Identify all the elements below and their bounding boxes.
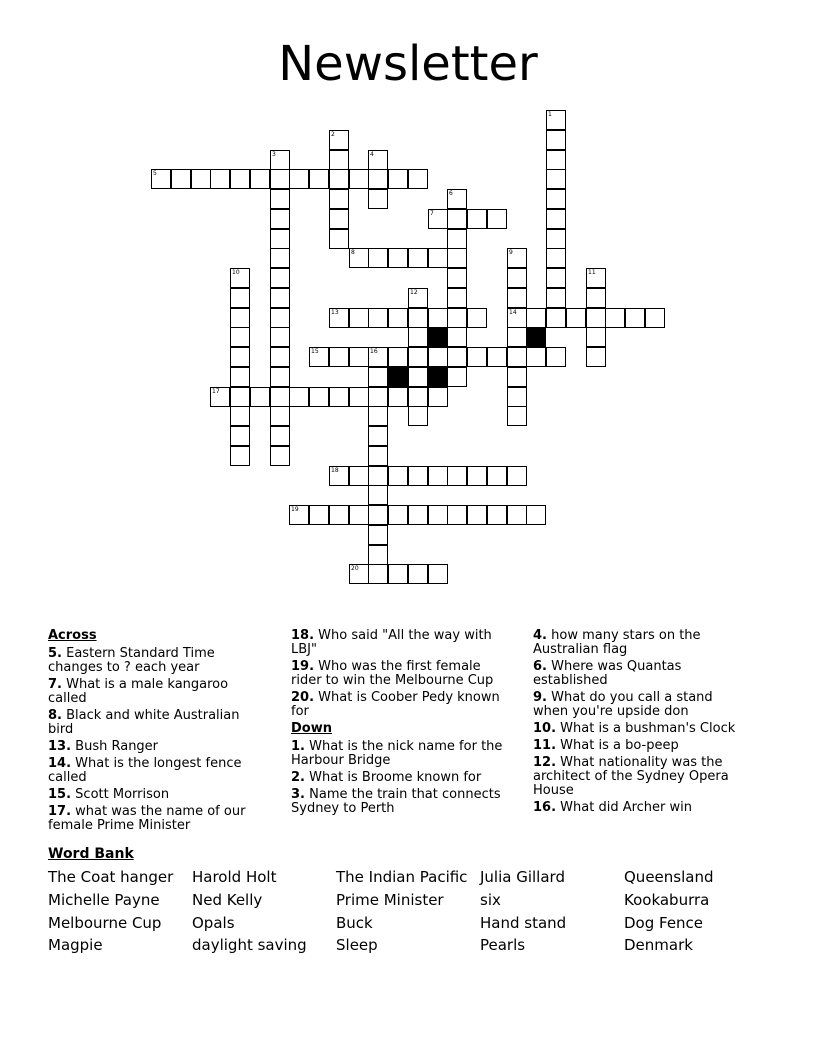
grid-cell[interactable]: [388, 505, 408, 525]
grid-number: 6: [449, 190, 453, 197]
grid-cell[interactable]: [329, 229, 349, 249]
grid-cell[interactable]: [230, 288, 250, 308]
clue-across-20: 20. What is Coober Pedy known for: [291, 690, 500, 719]
grid-cell[interactable]: [546, 130, 566, 150]
grid-cell[interactable]: [447, 347, 467, 367]
grid-cell[interactable]: [428, 209, 448, 229]
grid-cell[interactable]: [329, 189, 349, 209]
grid-cell[interactable]: [329, 505, 349, 525]
grid-cell[interactable]: [270, 406, 290, 426]
grid-cell[interactable]: [171, 169, 191, 189]
black-square: [388, 367, 408, 387]
grid-cell[interactable]: [388, 564, 408, 584]
grid-cell[interactable]: [546, 248, 566, 268]
grid-cell[interactable]: [507, 248, 527, 268]
grid-cell[interactable]: [230, 327, 250, 347]
clue-column-3: [533, 629, 743, 818]
word-bank-item: Hand stand: [480, 914, 567, 932]
grid-cell[interactable]: [408, 406, 428, 426]
grid-cell[interactable]: [368, 466, 388, 486]
grid-number: 12: [410, 289, 418, 296]
grid-cell[interactable]: [507, 466, 527, 486]
clue-across-17: 17. what was the name of our female Prime Minister: [48, 804, 246, 833]
grid-cell[interactable]: [447, 367, 467, 387]
grid-cell[interactable]: [586, 288, 606, 308]
grid-number: 1: [548, 111, 552, 118]
grid-cell[interactable]: [546, 288, 566, 308]
grid-cell[interactable]: [230, 387, 250, 407]
clue-column-2: [291, 629, 511, 819]
grid-number: 18: [331, 467, 339, 474]
grid-cell[interactable]: [408, 367, 428, 387]
grid-cell[interactable]: [566, 308, 586, 328]
grid-cell[interactable]: [230, 308, 250, 328]
grid-cell[interactable]: [586, 268, 606, 288]
grid-cell[interactable]: [230, 406, 250, 426]
grid-cell[interactable]: [289, 505, 309, 525]
grid-cell[interactable]: [388, 169, 408, 189]
grid-cell[interactable]: [230, 347, 250, 367]
grid-cell[interactable]: [230, 426, 250, 446]
word-bank-item: The Indian Pacific: [336, 868, 468, 886]
word-bank-item: Kookaburra: [624, 891, 710, 909]
grid-cell[interactable]: [368, 367, 388, 387]
grid-cell[interactable]: [329, 130, 349, 150]
clue-down-3: 3. Name the train that connects Sydney to Perth: [291, 787, 501, 816]
grid-cell[interactable]: [368, 485, 388, 505]
grid-cell[interactable]: [309, 347, 329, 367]
grid-number: 4: [370, 151, 374, 158]
grid-cell[interactable]: [349, 505, 369, 525]
grid-cell[interactable]: [368, 564, 388, 584]
grid-cell[interactable]: [270, 327, 290, 347]
grid-cell[interactable]: [151, 169, 171, 189]
word-bank-item: The Coat hanger: [48, 868, 174, 886]
word-bank-item: Ned Kelly: [192, 891, 263, 909]
grid-cell[interactable]: [507, 268, 527, 288]
grid-cell[interactable]: [408, 505, 428, 525]
grid-cell[interactable]: [349, 169, 369, 189]
word-bank-item: Buck: [336, 914, 373, 932]
word-bank-item: Opals: [192, 914, 235, 932]
word-bank-item: Dog Fence: [624, 914, 704, 932]
grid-cell[interactable]: [329, 209, 349, 229]
word-bank-item: six: [480, 891, 501, 909]
grid-cell[interactable]: [645, 308, 665, 328]
grid-cell[interactable]: [605, 308, 625, 328]
grid-cell[interactable]: [428, 308, 448, 328]
grid-cell[interactable]: [368, 525, 388, 545]
grid-number: 15: [311, 348, 319, 355]
grid-cell[interactable]: [487, 347, 507, 367]
word-bank-item: daylight saving: [192, 936, 307, 954]
grid-cell[interactable]: [349, 248, 369, 268]
grid-number: 10: [232, 269, 240, 276]
grid-cell[interactable]: [586, 347, 606, 367]
grid-cell[interactable]: [270, 150, 290, 170]
grid-cell[interactable]: [270, 209, 290, 229]
grid-cell[interactable]: [447, 466, 467, 486]
grid-cell[interactable]: [447, 229, 467, 249]
clue-across-7: 7. What is a male kangaroo called: [48, 677, 229, 706]
grid-number: 17: [212, 388, 220, 395]
grid-cell[interactable]: [467, 347, 487, 367]
word-bank-item: Queensland: [624, 868, 714, 886]
grid-cell[interactable]: [526, 505, 546, 525]
word-bank-heading: Word Bank: [48, 846, 134, 862]
grid-cell[interactable]: [408, 347, 428, 367]
clue-down-11: 11. What is a bo-peep: [533, 738, 679, 753]
grid-cell[interactable]: [329, 308, 349, 328]
grid-cell[interactable]: [526, 347, 546, 367]
word-bank-item: Prime Minister: [336, 891, 444, 909]
grid-cell[interactable]: [428, 347, 448, 367]
grid-cell[interactable]: [368, 248, 388, 268]
grid-cell[interactable]: [507, 406, 527, 426]
grid-cell[interactable]: [447, 209, 467, 229]
grid-cell[interactable]: [408, 327, 428, 347]
across-heading: Across: [48, 628, 97, 643]
grid-cell[interactable]: [368, 505, 388, 525]
grid-cell[interactable]: [507, 288, 527, 308]
clue-down-2: 2. What is Broome known for: [291, 770, 482, 785]
grid-cell[interactable]: [546, 308, 566, 328]
grid-cell[interactable]: [467, 466, 487, 486]
grid-cell[interactable]: [546, 110, 566, 130]
grid-cell[interactable]: [368, 308, 388, 328]
grid-number: 19: [291, 506, 299, 513]
grid-cell[interactable]: [368, 406, 388, 426]
grid-cell[interactable]: [368, 169, 388, 189]
grid-cell[interactable]: [507, 367, 527, 387]
grid-number: 13: [331, 309, 339, 316]
grid-cell[interactable]: [309, 505, 329, 525]
grid-cell[interactable]: [349, 564, 369, 584]
grid-cell[interactable]: [270, 189, 290, 209]
grid-cell[interactable]: [289, 169, 309, 189]
clue-down-9: 9. What do you call a stand when you're upside don: [533, 690, 713, 719]
grid-cell[interactable]: [309, 169, 329, 189]
grid-cell[interactable]: [250, 387, 270, 407]
grid-cell[interactable]: [447, 505, 467, 525]
clue-across-19: 19. Who was the first female rider to win the Melbourne Cup: [291, 659, 494, 688]
clue-down-1: 1. What is the nick name for the Harbour Bridge: [291, 739, 503, 768]
grid-cell[interactable]: [447, 268, 467, 288]
grid-number: 9: [509, 249, 513, 256]
grid-cell[interactable]: [408, 308, 428, 328]
clue-across-13: 13. Bush Ranger: [48, 739, 159, 754]
grid-cell[interactable]: [447, 327, 467, 347]
grid-number: 11: [588, 269, 596, 276]
grid-cell[interactable]: [546, 229, 566, 249]
grid-cell[interactable]: [329, 169, 349, 189]
clue-column-1: [48, 629, 258, 836]
grid-cell[interactable]: [329, 150, 349, 170]
grid-cell[interactable]: [467, 308, 487, 328]
clue-down-12: 12. What nationality was the architect of the Sydney Opera House: [533, 755, 729, 798]
grid-cell[interactable]: [270, 367, 290, 387]
grid-cell[interactable]: [408, 248, 428, 268]
grid-cell[interactable]: [507, 387, 527, 407]
grid-cell[interactable]: [309, 387, 329, 407]
grid-cell[interactable]: [368, 545, 388, 565]
grid-cell[interactable]: [368, 189, 388, 209]
word-bank-item: Magpie: [48, 936, 103, 954]
grid-cell[interactable]: [349, 466, 369, 486]
grid-cell[interactable]: [388, 466, 408, 486]
grid-cell[interactable]: [447, 189, 467, 209]
grid-cell[interactable]: [447, 308, 467, 328]
grid-cell[interactable]: [270, 288, 290, 308]
grid-number: 8: [351, 249, 355, 256]
word-bank-item: Denmark: [624, 936, 693, 954]
grid-cell[interactable]: [230, 446, 250, 466]
grid-cell[interactable]: [546, 268, 566, 288]
grid-cell[interactable]: [270, 426, 290, 446]
grid-cell[interactable]: [487, 505, 507, 525]
grid-cell[interactable]: [230, 169, 250, 189]
black-square: [526, 327, 546, 347]
grid-cell[interactable]: [546, 189, 566, 209]
grid-cell[interactable]: [329, 347, 349, 367]
grid-cell[interactable]: [349, 387, 369, 407]
grid-number: 7: [430, 210, 434, 217]
clue-across-5: 5. Eastern Standard Time changes to ? each year: [48, 646, 215, 675]
grid-cell[interactable]: [270, 387, 290, 407]
grid-cell[interactable]: [467, 505, 487, 525]
grid-cell[interactable]: [586, 327, 606, 347]
grid-cell[interactable]: [368, 426, 388, 446]
grid-cell[interactable]: [507, 327, 527, 347]
clue-down-6: 6. Where was Quantas established: [533, 659, 682, 688]
grid-cell[interactable]: [368, 347, 388, 367]
grid-number: 20: [351, 565, 359, 572]
grid-cell[interactable]: [428, 387, 448, 407]
grid-cell[interactable]: [586, 308, 606, 328]
clue-down-16: 16. What did Archer win: [533, 800, 693, 815]
clue-across-15: 15. Scott Morrison: [48, 787, 170, 802]
clue-down-10: 10. What is a bushman's Clock: [533, 721, 736, 736]
word-bank-item: Harold Holt: [192, 868, 277, 886]
grid-cell[interactable]: [546, 209, 566, 229]
word-bank-item: Pearls: [480, 936, 526, 954]
grid-cell[interactable]: [230, 367, 250, 387]
grid-cell[interactable]: [270, 248, 290, 268]
grid-cell[interactable]: [507, 308, 527, 328]
grid-number: 3: [272, 151, 276, 158]
grid-cell[interactable]: [368, 387, 388, 407]
grid-cell[interactable]: [546, 347, 566, 367]
grid-cell[interactable]: [270, 268, 290, 288]
grid-cell[interactable]: [250, 169, 270, 189]
grid-cell[interactable]: [349, 308, 369, 328]
grid-cell[interactable]: [428, 466, 448, 486]
grid-cell[interactable]: [210, 387, 230, 407]
grid-cell[interactable]: [447, 288, 467, 308]
grid-cell[interactable]: [408, 387, 428, 407]
grid-cell[interactable]: [487, 209, 507, 229]
grid-cell[interactable]: [428, 505, 448, 525]
grid-cell[interactable]: [270, 347, 290, 367]
grid-cell[interactable]: [329, 466, 349, 486]
grid-cell[interactable]: [210, 169, 230, 189]
grid-number: 2: [331, 131, 335, 138]
word-bank-item: Julia Gillard: [480, 868, 565, 886]
grid-cell[interactable]: [507, 505, 527, 525]
word-bank-item: Michelle Payne: [48, 891, 160, 909]
grid-cell[interactable]: [487, 466, 507, 486]
black-square: [428, 327, 448, 347]
grid-number: 16: [370, 348, 378, 355]
black-square: [428, 367, 448, 387]
grid-cell[interactable]: [408, 288, 428, 308]
clue-down-4: 4. how many stars on the Australian flag: [533, 628, 701, 657]
grid-cell[interactable]: [230, 268, 250, 288]
grid-cell[interactable]: [408, 564, 428, 584]
grid-cell[interactable]: [368, 150, 388, 170]
down-heading: Down: [291, 721, 332, 736]
grid-cell[interactable]: [625, 308, 645, 328]
grid-cell[interactable]: [428, 248, 448, 268]
grid-cell[interactable]: [270, 169, 290, 189]
grid-cell[interactable]: [270, 229, 290, 249]
grid-cell[interactable]: [428, 564, 448, 584]
grid-cell[interactable]: [408, 466, 428, 486]
grid-cell[interactable]: [329, 387, 349, 407]
grid-cell[interactable]: [388, 347, 408, 367]
grid-cell[interactable]: [270, 446, 290, 466]
grid-number: 5: [153, 170, 157, 177]
grid-cell[interactable]: [526, 308, 546, 328]
word-bank-item: Melbourne Cup: [48, 914, 162, 932]
grid-cell[interactable]: [388, 387, 408, 407]
grid-cell[interactable]: [191, 169, 211, 189]
clue-across-8: 8. Black and white Australian bird: [48, 708, 240, 737]
grid-cell[interactable]: [289, 387, 309, 407]
grid-cell[interactable]: [467, 209, 487, 229]
grid-number: 14: [509, 309, 517, 316]
word-bank-item: Sleep: [336, 936, 378, 954]
grid-cell[interactable]: [368, 446, 388, 466]
grid-cell[interactable]: [349, 347, 369, 367]
grid-cell[interactable]: [507, 347, 527, 367]
grid-cell[interactable]: [408, 169, 428, 189]
grid-cell[interactable]: [270, 308, 290, 328]
grid-cell[interactable]: [546, 169, 566, 189]
grid-cell[interactable]: [388, 308, 408, 328]
clue-across-14: 14. What is the longest fence called: [48, 756, 242, 785]
grid-cell[interactable]: [447, 248, 467, 268]
page-title: Newsletter: [278, 36, 538, 92]
grid-cell[interactable]: [388, 248, 408, 268]
grid-cell[interactable]: [546, 150, 566, 170]
clue-across-18: 18. Who said "All the way with LBJ": [291, 628, 492, 657]
